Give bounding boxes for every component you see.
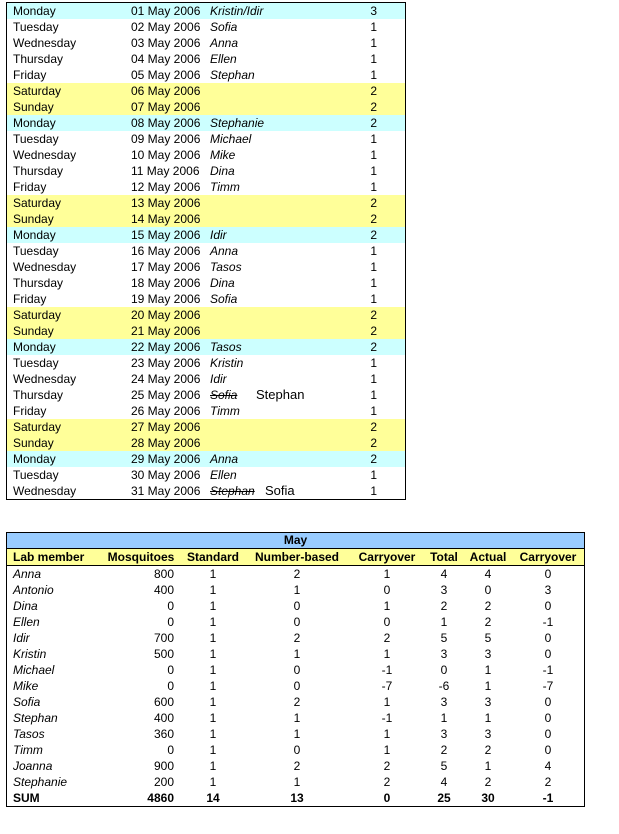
summary-row <box>7 678 584 694</box>
schedule-name: Anna <box>210 36 239 50</box>
schedule-day: Thursday <box>13 276 64 290</box>
schedule-row <box>7 147 405 163</box>
number-based-value: 1 <box>293 727 301 741</box>
schedule-count: 1 <box>370 388 377 402</box>
summary-row <box>7 774 584 790</box>
schedule-row <box>7 195 405 211</box>
schedule-day: Saturday <box>13 308 62 322</box>
schedule-count: 1 <box>370 244 377 258</box>
standard-value: 1 <box>209 631 217 645</box>
summary-row <box>7 582 584 598</box>
schedule-day: Friday <box>13 292 47 306</box>
schedule-count: 2 <box>370 452 377 466</box>
schedule-date: 19 May 2006 <box>131 292 201 306</box>
summary-row <box>7 598 584 614</box>
mosquitoes-value: 0 <box>167 679 174 693</box>
mosquitoes-value: 900 <box>153 759 174 773</box>
schedule-date: 22 May 2006 <box>131 340 201 354</box>
schedule-row <box>7 51 405 67</box>
member-name: Tasos <box>13 727 45 741</box>
schedule-date: 11 May 2006 <box>131 164 200 178</box>
schedule-count: 1 <box>370 52 377 66</box>
total-value: 0 <box>440 663 448 677</box>
schedule-name: Kristin/Idir <box>210 4 264 18</box>
schedule-count: 2 <box>370 420 377 434</box>
schedule-day: Tuesday <box>13 20 59 34</box>
standard-value: 1 <box>209 759 217 773</box>
schedule-row <box>7 403 405 419</box>
actual-value: 0 <box>484 583 492 597</box>
schedule-day: Monday <box>13 116 56 130</box>
schedule-count: 2 <box>370 212 377 226</box>
actual-value: 1 <box>484 711 492 725</box>
schedule-name: Dina <box>210 276 235 290</box>
sum-carryover-value: 0 <box>383 791 391 805</box>
total-value: 1 <box>440 711 448 725</box>
schedule-day: Thursday <box>13 52 64 66</box>
carryover-end-value: 0 <box>544 631 552 645</box>
carryover-end-value: 0 <box>544 647 552 661</box>
schedule-day: Wednesday <box>13 260 77 274</box>
schedule-count: 2 <box>370 308 377 322</box>
standard-value: 1 <box>209 583 217 597</box>
schedule-date: 04 May 2006 <box>131 52 201 66</box>
schedule-date: 06 May 2006 <box>131 84 201 98</box>
schedule-day: Friday <box>13 68 47 82</box>
summary-row <box>7 742 584 758</box>
schedule-date: 30 May 2006 <box>131 468 201 482</box>
number-based-value: 1 <box>293 711 301 725</box>
schedule-row <box>7 339 405 355</box>
standard-value: 1 <box>209 599 217 613</box>
mosquitoes-value: 0 <box>167 599 174 613</box>
schedule-date: 16 May 2006 <box>131 244 201 258</box>
schedule-count: 1 <box>370 164 377 178</box>
schedule-name: Michael <box>210 132 252 146</box>
schedule-row <box>7 115 405 131</box>
carryover-value: 1 <box>383 599 391 613</box>
schedule-row <box>7 259 405 275</box>
schedule-count: 2 <box>370 100 377 114</box>
schedule-date: 02 May 2006 <box>131 20 201 34</box>
number-based-value: 2 <box>293 695 301 709</box>
standard-value: 1 <box>209 727 217 741</box>
mosquitoes-value: 0 <box>167 615 174 629</box>
schedule-name: Dina <box>210 164 235 178</box>
schedule-row <box>7 291 405 307</box>
schedule-date: 09 May 2006 <box>131 132 201 146</box>
number-based-value: 1 <box>293 775 301 789</box>
number-based-value: 0 <box>293 679 301 693</box>
schedule-day: Sunday <box>13 212 54 226</box>
total-value: 3 <box>440 647 448 661</box>
actual-value: 1 <box>484 679 492 693</box>
schedule-name: Anna <box>210 452 239 466</box>
schedule-day: Saturday <box>13 196 62 210</box>
standard-value: 1 <box>209 679 217 693</box>
schedule-row <box>7 467 405 483</box>
member-name: Joanna <box>13 759 53 773</box>
schedule-date: 27 May 2006 <box>131 420 201 434</box>
standard-value: 1 <box>209 615 217 629</box>
actual-value: 1 <box>484 663 492 677</box>
number-based-value: 2 <box>293 759 301 773</box>
schedule-replacement-name: Stephan <box>256 387 305 402</box>
summary-row <box>7 694 584 710</box>
schedule-row <box>7 387 405 403</box>
number-based-value: 2 <box>293 631 301 645</box>
total-value: 3 <box>440 727 448 741</box>
carryover-value: 2 <box>383 775 391 789</box>
schedule-day: Tuesday <box>13 132 59 146</box>
schedule-name: Idir <box>210 372 227 386</box>
schedule-date: 26 May 2006 <box>131 404 201 418</box>
carryover-end-value: 0 <box>544 695 552 709</box>
carryover-value: -7 <box>381 679 393 693</box>
schedule-date: 29 May 2006 <box>131 452 201 466</box>
schedule-table <box>6 2 406 500</box>
schedule-day: Thursday <box>13 388 64 402</box>
schedule-replacement-name: Sofia <box>265 483 295 498</box>
sum-total-value: 25 <box>437 791 451 805</box>
member-name: Timm <box>13 743 43 757</box>
carryover-value: -1 <box>381 663 393 677</box>
schedule-date: 01 May 2006 <box>131 4 201 18</box>
schedule-row <box>7 227 405 243</box>
actual-value: 2 <box>484 775 492 789</box>
actual-value: 3 <box>484 727 492 741</box>
schedule-row <box>7 307 405 323</box>
member-name: Stephan <box>13 711 58 725</box>
schedule-day: Tuesday <box>13 244 59 258</box>
schedule-row <box>7 19 405 35</box>
schedule-day: Tuesday <box>13 468 59 482</box>
number-based-value: 0 <box>293 663 301 677</box>
schedule-name: Anna <box>210 244 239 258</box>
schedule-row <box>7 371 405 387</box>
schedule-day: Monday <box>13 228 56 242</box>
schedule-count: 1 <box>370 180 377 194</box>
schedule-row <box>7 435 405 451</box>
schedule-date: 20 May 2006 <box>131 308 201 322</box>
carryover-end-value: 0 <box>544 711 552 725</box>
schedule-date: 23 May 2006 <box>131 356 201 370</box>
schedule-count: 1 <box>370 404 377 418</box>
schedule-name: Kristin <box>210 356 244 370</box>
schedule-day: Sunday <box>13 436 54 450</box>
schedule-name: Tasos <box>210 260 242 274</box>
summary-row <box>7 710 584 726</box>
number-based-value: 1 <box>293 583 301 597</box>
schedule-count: 1 <box>370 20 377 34</box>
schedule-row <box>7 323 405 339</box>
schedule-row <box>7 451 405 467</box>
member-name: Dina <box>13 599 38 613</box>
mosquitoes-value: 500 <box>153 647 174 661</box>
total-value: 3 <box>440 583 448 597</box>
schedule-name: Mike <box>210 148 236 162</box>
mosquitoes-value: 200 <box>153 775 174 789</box>
schedule-count: 1 <box>370 148 377 162</box>
header-carryover: Carryover <box>358 550 416 564</box>
carryover-value: 1 <box>383 727 391 741</box>
schedule-day: Wednesday <box>13 148 77 162</box>
standard-value: 1 <box>209 775 217 789</box>
total-value: 4 <box>440 567 448 581</box>
carryover-value: 0 <box>383 583 391 597</box>
member-name: Antonio <box>13 583 54 597</box>
schedule-name: Tasos <box>210 340 242 354</box>
header-actual: Actual <box>469 550 507 564</box>
carryover-value: 2 <box>383 631 391 645</box>
carryover-end-value: 0 <box>544 567 552 581</box>
schedule-date: 12 May 2006 <box>131 180 201 194</box>
schedule-day: Monday <box>13 452 56 466</box>
number-based-value: 0 <box>293 599 301 613</box>
standard-value: 1 <box>209 695 217 709</box>
carryover-value: 1 <box>383 743 391 757</box>
standard-value: 1 <box>209 711 217 725</box>
carryover-value: -1 <box>381 711 393 725</box>
summary-table <box>6 532 585 807</box>
total-value: 3 <box>440 695 448 709</box>
schedule-name: Idir <box>210 228 227 242</box>
sum-standard-value: 14 <box>206 791 220 805</box>
schedule-count: 1 <box>370 468 377 482</box>
summary-body <box>7 566 584 806</box>
carryover-end-value: 0 <box>544 727 552 741</box>
number-based-value: 1 <box>293 647 301 661</box>
schedule-date: 14 May 2006 <box>131 212 201 226</box>
schedule-day: Thursday <box>13 164 64 178</box>
member-name: Michael <box>13 663 55 677</box>
summary-row <box>7 662 584 678</box>
total-value: 5 <box>440 631 448 645</box>
member-name: Idir <box>13 631 30 645</box>
carryover-end-value: -1 <box>542 615 554 629</box>
schedule-day: Monday <box>13 4 56 18</box>
schedule-day: Wednesday <box>13 36 77 50</box>
column-header-row <box>7 549 584 566</box>
member-name: Kristin <box>13 647 47 661</box>
mosquitoes-value: 800 <box>153 567 174 581</box>
summary-row <box>7 726 584 742</box>
sum-carryover-end-value: -1 <box>542 791 554 805</box>
schedule-name: Stephan <box>210 484 255 498</box>
member-name: Sofia <box>13 695 41 709</box>
schedule-name: Timm <box>210 404 240 418</box>
standard-value: 1 <box>209 663 217 677</box>
schedule-count: 1 <box>370 36 377 50</box>
schedule-name: Stephanie <box>210 116 265 130</box>
schedule-name: Sofia <box>210 388 238 402</box>
schedule-count: 2 <box>370 340 377 354</box>
schedule-count: 2 <box>370 324 377 338</box>
schedule-name: Sofia <box>210 20 238 34</box>
month-header: May <box>7 533 584 549</box>
carryover-end-value: 2 <box>544 775 552 789</box>
schedule-count: 2 <box>370 436 377 450</box>
mosquitoes-value: 600 <box>153 695 174 709</box>
schedule-row <box>7 243 405 259</box>
schedule-day: Friday <box>13 404 47 418</box>
schedule-date: 25 May 2006 <box>131 388 201 402</box>
schedule-row <box>7 67 405 83</box>
actual-value: 3 <box>484 647 492 661</box>
member-name: Mike <box>13 679 39 693</box>
standard-value: 1 <box>209 567 217 581</box>
schedule-name: Timm <box>210 180 240 194</box>
schedule-name: Ellen <box>210 52 237 66</box>
carryover-end-value: -7 <box>542 679 554 693</box>
schedule-count: 1 <box>370 372 377 386</box>
actual-value: 2 <box>484 743 492 757</box>
schedule-count: 1 <box>370 356 377 370</box>
schedule-date: 10 May 2006 <box>131 148 201 162</box>
header-lab-member: Lab member <box>13 550 85 564</box>
schedule-row <box>7 3 405 19</box>
carryover-value: 2 <box>383 759 391 773</box>
schedule-date: 13 May 2006 <box>131 196 201 210</box>
schedule-day: Wednesday <box>13 372 77 386</box>
carryover-value: 0 <box>383 615 391 629</box>
schedule-row <box>7 179 405 195</box>
schedule-day: Sunday <box>13 100 54 114</box>
member-name: Ellen <box>13 615 40 629</box>
actual-value: 4 <box>484 567 492 581</box>
carryover-end-value: 4 <box>544 759 552 773</box>
schedule-date: 17 May 2006 <box>131 260 201 274</box>
summary-row <box>7 630 584 646</box>
schedule-day: Friday <box>13 180 47 194</box>
schedule-date: 05 May 2006 <box>131 68 201 82</box>
header-mosquitoes: Mosquitoes <box>107 550 175 564</box>
mosquitoes-value: 400 <box>153 583 174 597</box>
actual-value: 3 <box>484 695 492 709</box>
standard-value: 1 <box>209 647 217 661</box>
schedule-count: 2 <box>370 196 377 210</box>
schedule-day: Saturday <box>13 420 62 434</box>
summary-row <box>7 566 584 582</box>
schedule-date: 28 May 2006 <box>131 436 201 450</box>
schedule-count: 2 <box>370 116 377 130</box>
schedule-row <box>7 355 405 371</box>
schedule-name: Sofia <box>210 292 238 306</box>
schedule-count: 1 <box>370 68 377 82</box>
member-name: Anna <box>13 567 42 581</box>
schedule-count: 3 <box>370 4 377 18</box>
total-value: 1 <box>440 615 448 629</box>
total-value: -6 <box>438 679 450 693</box>
schedule-count: 1 <box>370 260 377 274</box>
actual-value: 2 <box>484 599 492 613</box>
actual-value: 1 <box>484 759 492 773</box>
schedule-row <box>7 419 405 435</box>
standard-value: 1 <box>209 743 217 757</box>
schedule-day: Wednesday <box>13 484 77 498</box>
schedule-day: Saturday <box>13 84 62 98</box>
schedule-row <box>7 99 405 115</box>
schedule-count: 1 <box>370 292 377 306</box>
number-based-value: 0 <box>293 743 301 757</box>
carryover-end-value: 0 <box>544 599 552 613</box>
number-based-value: 0 <box>293 615 301 629</box>
schedule-date: 03 May 2006 <box>131 36 201 50</box>
header-standard: Standard <box>187 550 240 564</box>
actual-value: 5 <box>484 631 492 645</box>
summary-row <box>7 614 584 630</box>
sum-mosquitoes-value: 4860 <box>147 791 174 805</box>
sum-number-based-value: 13 <box>290 791 304 805</box>
actual-value: 2 <box>484 615 492 629</box>
schedule-date: 07 May 2006 <box>131 100 201 114</box>
schedule-name: Ellen <box>210 468 237 482</box>
mosquitoes-value: 400 <box>153 711 174 725</box>
summary-row <box>7 758 584 774</box>
sum-member-name: SUM <box>13 791 40 805</box>
mosquitoes-value: 0 <box>167 663 174 677</box>
schedule-count: 1 <box>370 276 377 290</box>
schedule-count: 1 <box>370 484 377 498</box>
summary-row <box>7 646 584 662</box>
schedule-count: 1 <box>370 132 377 146</box>
carryover-end-value: -1 <box>542 663 554 677</box>
schedule-count: 2 <box>370 84 377 98</box>
header-carryover-end: Carryover <box>519 550 577 564</box>
summary-sum-row <box>7 790 584 806</box>
schedule-row <box>7 131 405 147</box>
schedule-row <box>7 275 405 291</box>
mosquitoes-value: 0 <box>167 743 174 757</box>
mosquitoes-value: 700 <box>153 631 174 645</box>
schedule-date: 08 May 2006 <box>131 116 201 130</box>
schedule-row <box>7 211 405 227</box>
total-value: 2 <box>440 599 448 613</box>
mosquitoes-value: 360 <box>153 727 174 741</box>
schedule-date: 21 May 2006 <box>131 324 201 338</box>
total-value: 2 <box>440 743 448 757</box>
schedule-day: Sunday <box>13 324 54 338</box>
member-name: Stephanie <box>13 775 68 789</box>
schedule-row <box>7 163 405 179</box>
total-value: 5 <box>440 759 448 773</box>
carryover-value: 1 <box>383 647 391 661</box>
header-total: Total <box>430 550 458 564</box>
carryover-end-value: 0 <box>544 743 552 757</box>
total-value: 4 <box>440 775 448 789</box>
schedule-name: Stephan <box>210 68 255 82</box>
carryover-value: 1 <box>383 695 391 709</box>
schedule-date: 24 May 2006 <box>131 372 201 386</box>
schedule-day: Monday <box>13 340 56 354</box>
schedule-date: 15 May 2006 <box>131 228 201 242</box>
schedule-row <box>7 35 405 51</box>
header-number-based: Number-based <box>254 550 340 564</box>
schedule-row <box>7 483 405 499</box>
schedule-count: 2 <box>370 228 377 242</box>
schedule-date: 18 May 2006 <box>131 276 201 290</box>
number-based-value: 2 <box>293 567 301 581</box>
sum-actual-value: 30 <box>481 791 495 805</box>
schedule-date: 31 May 2006 <box>131 484 201 498</box>
schedule-day: Tuesday <box>13 356 59 370</box>
carryover-end-value: 3 <box>544 583 552 597</box>
schedule-row <box>7 83 405 99</box>
carryover-value: 1 <box>383 567 391 581</box>
